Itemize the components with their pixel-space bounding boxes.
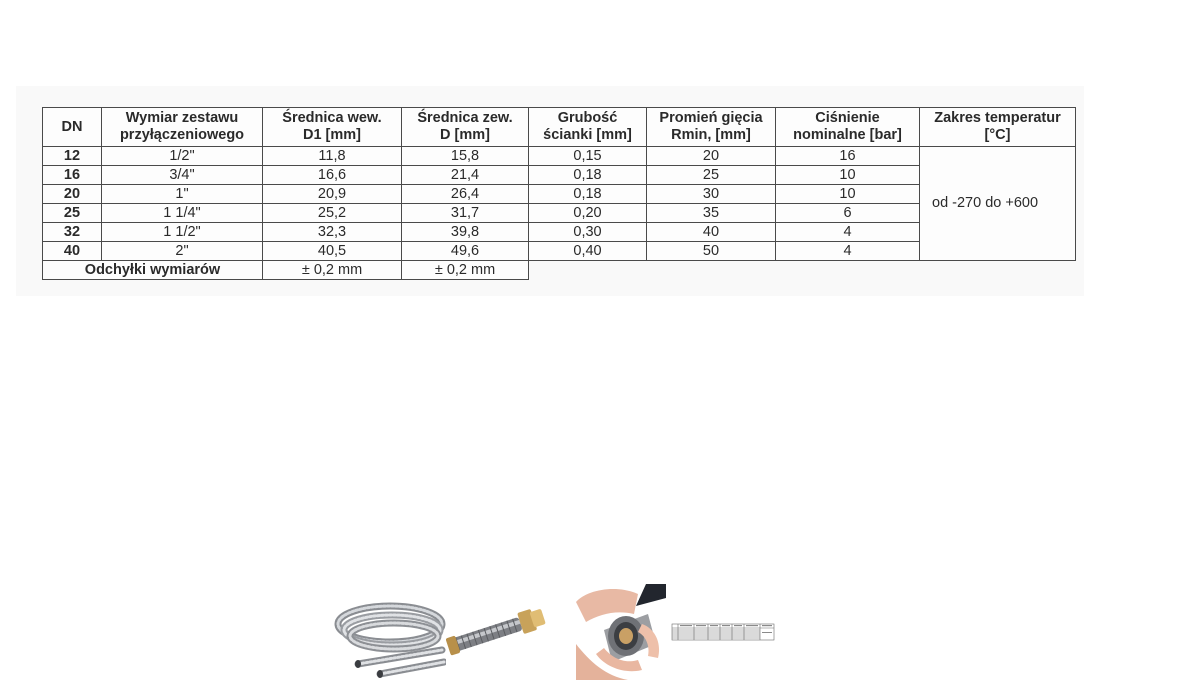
cell-d-tolerance: ± 0,2 mm — [402, 261, 529, 280]
table-row — [43, 147, 1076, 166]
cell-dn: 12 — [43, 147, 102, 166]
cell-tolerance-label: Odchyłki wymiarów — [43, 261, 263, 280]
cell-d1: 40,5 — [263, 242, 402, 261]
cell-dn: 32 — [43, 223, 102, 242]
cell-dn: 16 — [43, 166, 102, 185]
cell-d1: 11,8 — [263, 147, 402, 166]
table-header-row — [43, 108, 1076, 147]
header-inner-diameter: Średnica wew. D1 [mm] — [263, 108, 402, 147]
cell-promien: 30 — [647, 185, 776, 204]
header-wall-thickness: Grubość ścianki [mm] — [529, 108, 647, 147]
thumbnail-coiled-hose[interactable] — [334, 584, 446, 680]
cell-d: 26,4 — [402, 185, 529, 204]
cell-wymiar: 3/4" — [102, 166, 263, 185]
cell-wymiar: 1" — [102, 185, 263, 204]
header-dn: DN — [43, 108, 102, 147]
header-bend-radius: Promień gięcia Rmin, [mm] — [647, 108, 776, 147]
header-nominal-pressure: Ciśnienie nominalne [bar] — [776, 108, 920, 147]
cell-cisnienie: 10 — [776, 166, 920, 185]
coiled-hose-photo-icon — [334, 584, 446, 680]
cell-cisnienie: 10 — [776, 185, 920, 204]
hose-with-fitting-photo-icon — [446, 584, 550, 680]
header-outer-diameter: Średnica zew. D [mm] — [402, 108, 529, 147]
cell-cisnienie: 4 — [776, 242, 920, 261]
cell-d: 21,4 — [402, 166, 529, 185]
cell-d1: 20,9 — [263, 185, 402, 204]
cell-d1-tolerance: ± 0,2 mm — [263, 261, 402, 280]
header-temperature-range: Zakres temperatur [°C] — [920, 108, 1076, 147]
cell-cisnienie: 6 — [776, 204, 920, 223]
cell-d: 49,6 — [402, 242, 529, 261]
hands-holding-hose-photo-icon — [576, 584, 666, 680]
cell-wymiar: 1 1/4" — [102, 204, 263, 223]
footer-empty-space — [529, 261, 1076, 280]
cell-grubosc: 0,30 — [529, 223, 647, 242]
header-wymiar: Wymiar zestawu przyłączeniowego — [102, 108, 263, 147]
cell-cisnienie: 4 — [776, 223, 920, 242]
cell-d: 39,8 — [402, 223, 529, 242]
cell-dn: 25 — [43, 204, 102, 223]
cell-grubosc: 0,40 — [529, 242, 647, 261]
thumbnail-hose-fitting[interactable] — [446, 584, 550, 680]
cell-dn: 40 — [43, 242, 102, 261]
cell-cisnienie: 16 — [776, 147, 920, 166]
cell-grubosc: 0,20 — [529, 204, 647, 223]
cell-d1: 32,3 — [263, 223, 402, 242]
cell-wymiar: 1/2" — [102, 147, 263, 166]
cell-d1: 16,6 — [263, 166, 402, 185]
cell-d1: 25,2 — [263, 204, 402, 223]
cell-d: 15,8 — [402, 147, 529, 166]
cell-grubosc: 0,15 — [529, 147, 647, 166]
cell-wymiar: 2" — [102, 242, 263, 261]
cell-d: 31,7 — [402, 204, 529, 223]
cell-grubosc: 0,18 — [529, 185, 647, 204]
cell-dn: 20 — [43, 185, 102, 204]
thumbnail-spec-table[interactable] — [668, 584, 778, 680]
cell-grubosc: 0,18 — [529, 166, 647, 185]
cell-temperature-range: od -270 do +600 — [920, 147, 1076, 261]
thumbnail-hands-hose[interactable] — [576, 584, 666, 680]
cell-promien: 20 — [647, 147, 776, 166]
spec-table — [42, 107, 1076, 280]
cell-promien: 25 — [647, 166, 776, 185]
cell-promien: 50 — [647, 242, 776, 261]
cell-promien: 35 — [647, 204, 776, 223]
table-footer-row — [43, 261, 1076, 280]
cell-promien: 40 — [647, 223, 776, 242]
cell-wymiar: 1 1/2" — [102, 223, 263, 242]
spec-table-thumbnail-icon — [668, 584, 778, 680]
